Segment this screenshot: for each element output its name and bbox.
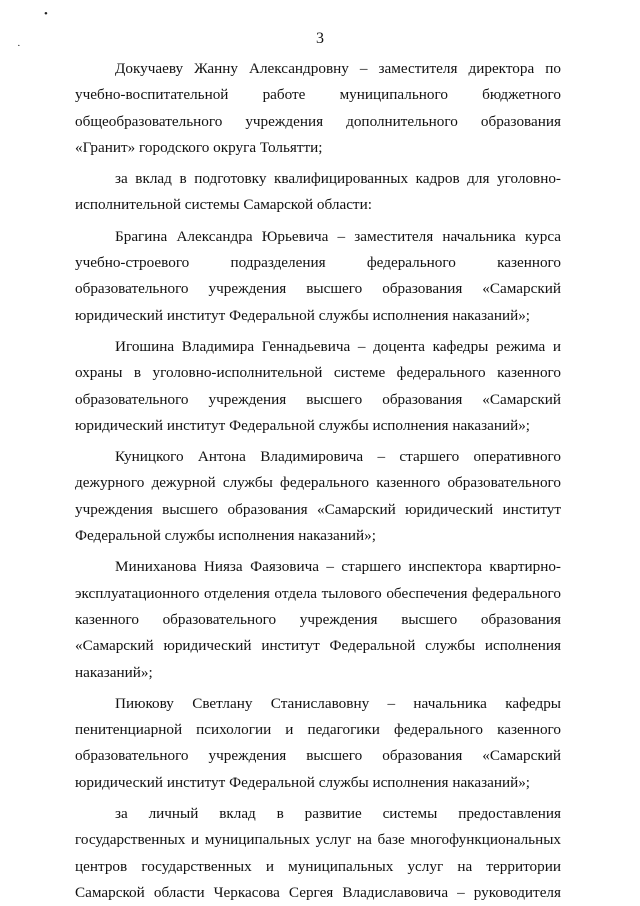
scan-mark: · — [17, 40, 21, 52]
document-body — [75, 56, 561, 906]
paragraph-minikhanov: Миниханова Нияза Фаязовича – старшего инспектора квартирно-эксплуатационного отделения отдела тылового обеспечения федерального казенного образовательного учреждения высшего образования «Самарский юридический институт Федеральной службы исполнения наказаний»; — [75, 558, 561, 681]
paragraph-piyukova: Пиюкову Светлану Станиславовну – начальника кафедры пенитенциарной психологии и педагогики федерального казенного образовательного учреждения высшего образования «Самарский юридический институт Федеральной службы исполнения наказаний»; — [75, 694, 561, 791]
paragraph-section-intro: за вклад в подготовку квалифицированных кадров для уголовно-исполнительной системы Самарской области: — [75, 170, 561, 214]
paragraph-section-intro-mfc: за личный вклад в развитие системы предоставления государственных и муниципальных услуг на базе многофункциональных центров государственных и муниципальных услуг на территории Самарской области Черкасова Сергея Владиславовича – руководителя — [75, 805, 561, 901]
page-number: 3 — [316, 30, 324, 47]
paragraph-dokuchaeva: Докучаеву Жанну Александровну – заместителя директора по учебно-воспитательной работе муниципального бюджетного общеобразовательного учреждения дополнительного образования «Гранит» городского округа Тольятти; — [75, 60, 561, 156]
paragraph-bragin: Брагина Александра Юрьевича – заместителя начальника курса учебно-строевого подразделения федерального казенного образовательного учреждения высшего образования «Самарский юридический институт Федеральной службы исполнения наказаний»; — [75, 227, 561, 324]
scan-mark: • — [44, 8, 48, 20]
paragraph-kunitsky: Куницкого Антона Владимировича – старшего оперативного дежурного дежурной службы федерального казенного образовательного учреждения высшего образования «Самарский юридический институт Федеральной службы исполнения наказаний»; — [75, 448, 561, 545]
paragraph-igoshin: Игошина Владимира Геннадьевича – доцента кафедры режима и охраны в уголовно-исполнительной системе федерального казенного образовательного учреждения высшего образования «Самарский юридический институт Федеральной службы исполнения наказаний»; — [75, 337, 561, 434]
